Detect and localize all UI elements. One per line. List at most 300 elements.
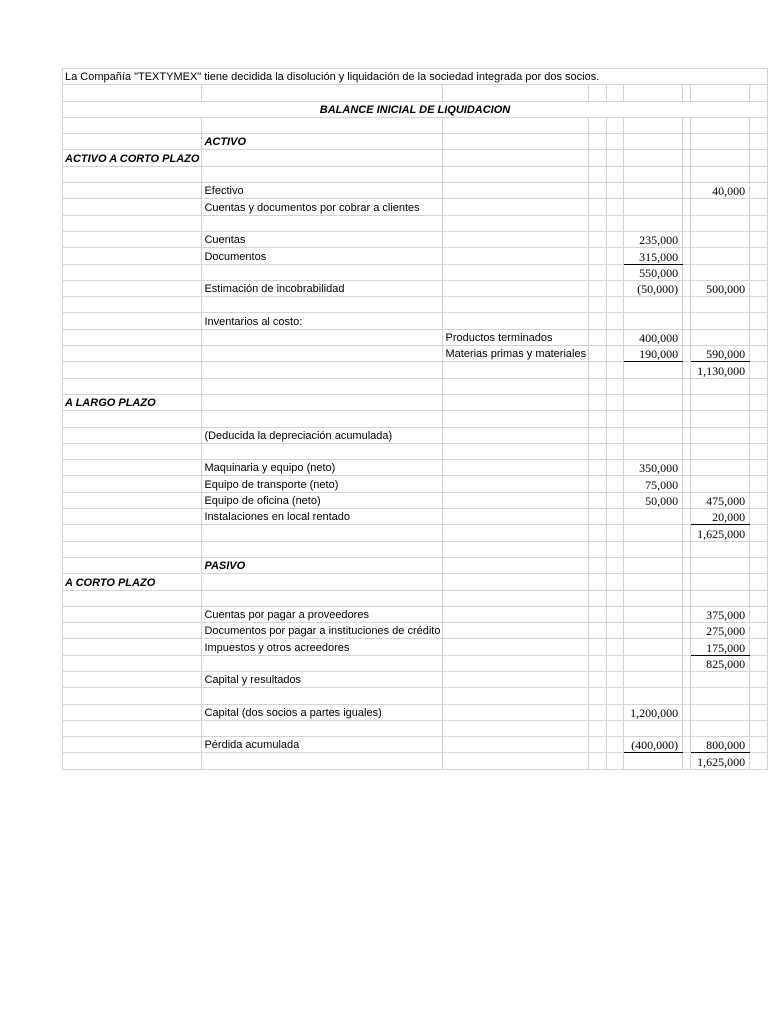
empty-cell — [606, 231, 623, 247]
sheet-row — [63, 362, 768, 378]
empty-cell — [606, 313, 623, 329]
empty-cell — [606, 509, 623, 525]
empty-cell — [683, 557, 691, 573]
sheet-row — [63, 297, 768, 313]
empty-cell — [443, 720, 589, 736]
empty-cell — [63, 525, 202, 541]
empty-cell — [589, 460, 607, 476]
empty-cell — [750, 394, 768, 410]
empty-cell — [63, 476, 202, 492]
sheet-row — [63, 166, 768, 182]
empty-cell — [63, 329, 202, 345]
empty-cell — [63, 443, 202, 459]
empty-cell — [750, 248, 768, 264]
empty-cell — [589, 150, 607, 166]
empty-cell — [606, 753, 623, 769]
empty-cell — [606, 671, 623, 687]
sheet-row — [63, 215, 768, 231]
sheet-row — [63, 704, 768, 720]
sheet-row — [63, 574, 768, 590]
sheet-cell: (Deducida la depreciación acumulada) — [202, 427, 443, 443]
sheet-cell: A CORTO PLAZO — [63, 574, 202, 590]
empty-cell — [606, 574, 623, 590]
empty-cell — [443, 671, 589, 687]
empty-cell — [750, 411, 768, 427]
empty-cell — [683, 134, 691, 150]
empty-cell — [63, 280, 202, 296]
empty-cell — [606, 199, 623, 215]
empty-cell — [683, 248, 691, 264]
empty-cell — [750, 509, 768, 525]
sheet-cell: PASIVO — [202, 557, 443, 573]
empty-cell — [443, 394, 589, 410]
empty-cell — [443, 183, 589, 199]
sheet-row — [63, 394, 768, 410]
empty-cell — [443, 297, 589, 313]
sheet-row — [63, 199, 768, 215]
empty-cell — [750, 639, 768, 655]
empty-cell — [443, 248, 589, 264]
empty-cell — [750, 264, 768, 280]
empty-cell — [589, 378, 607, 394]
empty-cell — [624, 85, 683, 101]
sheet-cell: 1,200,000 — [624, 704, 683, 720]
sheet-cell: Instalaciones en local rentado — [202, 509, 443, 525]
sheet-cell: Cuentas por pagar a proveedores — [202, 606, 443, 622]
sheet-row — [63, 264, 768, 280]
empty-cell — [624, 557, 683, 573]
empty-cell — [589, 427, 607, 443]
empty-cell — [624, 590, 683, 606]
empty-cell — [202, 117, 443, 133]
empty-cell — [63, 297, 202, 313]
empty-cell — [443, 541, 589, 557]
empty-cell — [443, 574, 589, 590]
empty-cell — [63, 737, 202, 753]
sheet-row — [63, 590, 768, 606]
sheet-row — [63, 183, 768, 199]
empty-cell — [750, 297, 768, 313]
empty-cell — [750, 313, 768, 329]
empty-cell — [606, 460, 623, 476]
empty-cell — [589, 720, 607, 736]
empty-cell — [202, 362, 443, 378]
empty-cell — [750, 525, 768, 541]
empty-cell — [606, 704, 623, 720]
sheet-row — [63, 492, 768, 508]
empty-cell — [624, 688, 683, 704]
sheet-cell: 825,000 — [691, 655, 750, 671]
sheet-row — [63, 606, 768, 622]
empty-cell — [606, 411, 623, 427]
sheet-cell: 1,130,000 — [691, 362, 750, 378]
empty-cell — [606, 623, 623, 639]
empty-cell — [443, 476, 589, 492]
sheet-cell: ACTIVO A CORTO PLAZO — [63, 150, 202, 166]
empty-cell — [606, 85, 623, 101]
empty-cell — [691, 134, 750, 150]
empty-cell — [589, 117, 607, 133]
empty-cell — [691, 443, 750, 459]
empty-cell — [443, 117, 589, 133]
empty-cell — [606, 557, 623, 573]
empty-cell — [750, 150, 768, 166]
empty-cell — [589, 541, 607, 557]
sheet-cell: 1,625,000 — [691, 525, 750, 541]
empty-cell — [750, 85, 768, 101]
sheet-cell: 190,000 — [624, 346, 683, 362]
sheet-cell: 800,000 — [691, 737, 750, 753]
empty-cell — [691, 574, 750, 590]
empty-cell — [63, 688, 202, 704]
sheet-row — [63, 117, 768, 133]
empty-cell — [683, 166, 691, 182]
sheet-cell: Materias primas y materiales — [443, 346, 589, 362]
empty-cell — [589, 264, 607, 280]
empty-cell — [606, 655, 623, 671]
empty-cell — [683, 362, 691, 378]
empty-cell — [443, 655, 589, 671]
empty-cell — [683, 394, 691, 410]
empty-cell — [443, 606, 589, 622]
empty-cell — [443, 557, 589, 573]
sheet-cell: Inventarios al costo: — [202, 313, 443, 329]
empty-cell — [202, 329, 443, 345]
empty-cell — [443, 443, 589, 459]
sheet-row — [63, 443, 768, 459]
empty-cell — [691, 476, 750, 492]
sheet-cell: 1,625,000 — [691, 753, 750, 769]
empty-cell — [202, 85, 443, 101]
empty-cell — [63, 231, 202, 247]
spreadsheet-grid — [62, 68, 768, 770]
empty-cell — [683, 460, 691, 476]
empty-cell — [624, 134, 683, 150]
empty-cell — [683, 231, 691, 247]
sheet-cell: Capital (dos socios a partes iguales) — [202, 704, 443, 720]
sheet-cell: Pérdida acumulada — [202, 737, 443, 753]
empty-cell — [63, 264, 202, 280]
sheet-row — [63, 313, 768, 329]
empty-cell — [691, 411, 750, 427]
empty-cell — [606, 688, 623, 704]
sheet-row — [63, 346, 768, 362]
empty-cell — [683, 753, 691, 769]
sheet-cell: 590,000 — [691, 346, 750, 362]
empty-cell — [624, 623, 683, 639]
empty-cell — [683, 639, 691, 655]
empty-cell — [683, 215, 691, 231]
empty-cell — [750, 427, 768, 443]
empty-cell — [63, 509, 202, 525]
empty-cell — [624, 671, 683, 687]
empty-cell — [691, 460, 750, 476]
empty-cell — [63, 313, 202, 329]
sheet-cell: 550,000 — [624, 264, 683, 280]
empty-cell — [750, 492, 768, 508]
empty-cell — [63, 134, 202, 150]
empty-cell — [443, 280, 589, 296]
empty-cell — [691, 199, 750, 215]
empty-cell — [443, 199, 589, 215]
empty-cell — [63, 623, 202, 639]
empty-cell — [443, 313, 589, 329]
empty-cell — [691, 557, 750, 573]
empty-cell — [589, 231, 607, 247]
empty-cell — [443, 623, 589, 639]
empty-cell — [63, 460, 202, 476]
empty-cell — [683, 590, 691, 606]
sheet-cell: Productos terminados — [443, 329, 589, 345]
empty-cell — [624, 525, 683, 541]
empty-cell — [606, 492, 623, 508]
empty-cell — [589, 313, 607, 329]
empty-cell — [63, 378, 202, 394]
empty-cell — [589, 297, 607, 313]
empty-cell — [606, 264, 623, 280]
empty-cell — [691, 378, 750, 394]
empty-cell — [750, 183, 768, 199]
empty-cell — [63, 590, 202, 606]
empty-cell — [606, 378, 623, 394]
empty-cell — [624, 427, 683, 443]
empty-cell — [443, 231, 589, 247]
empty-cell — [683, 509, 691, 525]
empty-cell — [683, 606, 691, 622]
sheet-cell: Equipo de oficina (neto) — [202, 492, 443, 508]
empty-cell — [750, 476, 768, 492]
empty-cell — [624, 117, 683, 133]
sheet-row — [63, 280, 768, 296]
empty-cell — [443, 525, 589, 541]
empty-cell — [624, 362, 683, 378]
sheet-row — [63, 541, 768, 557]
empty-cell — [63, 199, 202, 215]
empty-cell — [750, 541, 768, 557]
empty-cell — [691, 297, 750, 313]
sheet-cell: 315,000 — [624, 248, 683, 264]
sheet-row — [63, 329, 768, 345]
empty-cell — [750, 704, 768, 720]
empty-cell — [63, 557, 202, 573]
empty-cell — [589, 753, 607, 769]
empty-cell — [443, 85, 589, 101]
empty-cell — [443, 737, 589, 753]
sheet-row — [63, 476, 768, 492]
empty-cell — [589, 329, 607, 345]
sheet-row — [63, 378, 768, 394]
empty-cell — [63, 492, 202, 508]
empty-cell — [443, 460, 589, 476]
empty-cell — [443, 215, 589, 231]
empty-cell — [750, 443, 768, 459]
empty-cell — [589, 655, 607, 671]
empty-cell — [63, 248, 202, 264]
empty-cell — [683, 378, 691, 394]
empty-cell — [63, 427, 202, 443]
sheet-cell: 400,000 — [624, 329, 683, 345]
empty-cell — [202, 394, 443, 410]
empty-cell — [683, 476, 691, 492]
sheet-cell: 75,000 — [624, 476, 683, 492]
empty-cell — [683, 427, 691, 443]
empty-cell — [202, 655, 443, 671]
empty-cell — [624, 166, 683, 182]
empty-cell — [63, 85, 202, 101]
empty-cell — [589, 280, 607, 296]
empty-cell — [691, 541, 750, 557]
empty-cell — [691, 394, 750, 410]
empty-cell — [691, 166, 750, 182]
empty-cell — [683, 737, 691, 753]
empty-cell — [624, 199, 683, 215]
empty-cell — [750, 460, 768, 476]
empty-cell — [606, 166, 623, 182]
empty-cell — [691, 264, 750, 280]
empty-cell — [63, 671, 202, 687]
empty-cell — [624, 183, 683, 199]
empty-cell — [589, 476, 607, 492]
empty-cell — [202, 150, 443, 166]
empty-cell — [683, 346, 691, 362]
sheet-row — [63, 101, 768, 117]
empty-cell — [683, 525, 691, 541]
empty-cell — [691, 215, 750, 231]
empty-cell — [63, 753, 202, 769]
empty-cell — [63, 117, 202, 133]
sheet-cell: Estimación de incobrabilidad — [202, 280, 443, 296]
sheet-row — [63, 557, 768, 573]
sheet-row — [63, 69, 768, 85]
empty-cell — [63, 411, 202, 427]
sheet-cell: 475,000 — [691, 492, 750, 508]
empty-cell — [443, 166, 589, 182]
empty-cell — [624, 509, 683, 525]
empty-cell — [683, 443, 691, 459]
empty-cell — [750, 346, 768, 362]
empty-cell — [443, 427, 589, 443]
empty-cell — [589, 606, 607, 622]
empty-cell — [691, 329, 750, 345]
empty-cell — [202, 753, 443, 769]
sheet-cell: Documentos — [202, 248, 443, 264]
empty-cell — [202, 525, 443, 541]
sheet-row — [63, 248, 768, 264]
empty-cell — [589, 85, 607, 101]
empty-cell — [683, 574, 691, 590]
empty-cell — [691, 688, 750, 704]
sheet-row — [63, 231, 768, 247]
empty-cell — [691, 590, 750, 606]
empty-cell — [624, 313, 683, 329]
sheet-cell: 375,000 — [691, 606, 750, 622]
empty-cell — [443, 590, 589, 606]
empty-cell — [63, 215, 202, 231]
empty-cell — [606, 150, 623, 166]
empty-cell — [202, 264, 443, 280]
empty-cell — [624, 655, 683, 671]
empty-cell — [606, 443, 623, 459]
empty-cell — [202, 574, 443, 590]
empty-cell — [624, 443, 683, 459]
empty-cell — [589, 443, 607, 459]
empty-cell — [443, 704, 589, 720]
sheet-cell: Cuentas — [202, 231, 443, 247]
empty-cell — [589, 134, 607, 150]
sheet-cell: Efectivo — [202, 183, 443, 199]
empty-cell — [750, 378, 768, 394]
sheet-row — [63, 150, 768, 166]
empty-cell — [691, 231, 750, 247]
empty-cell — [606, 737, 623, 753]
empty-cell — [683, 183, 691, 199]
empty-cell — [63, 346, 202, 362]
empty-cell — [202, 215, 443, 231]
empty-cell — [63, 606, 202, 622]
empty-cell — [683, 655, 691, 671]
sheet-cell: Impuestos y otros acreedores — [202, 639, 443, 655]
empty-cell — [443, 688, 589, 704]
empty-cell — [589, 574, 607, 590]
empty-cell — [683, 117, 691, 133]
empty-cell — [691, 85, 750, 101]
empty-cell — [589, 248, 607, 264]
empty-cell — [63, 655, 202, 671]
empty-cell — [683, 671, 691, 687]
empty-cell — [589, 557, 607, 573]
empty-cell — [750, 753, 768, 769]
sheet-cell: 20,000 — [691, 509, 750, 525]
empty-cell — [624, 411, 683, 427]
empty-cell — [691, 248, 750, 264]
sheet-cell: (400,000) — [624, 737, 683, 753]
sheet-row — [63, 720, 768, 736]
empty-cell — [443, 411, 589, 427]
sheet-row — [63, 460, 768, 476]
empty-cell — [624, 394, 683, 410]
empty-cell — [589, 394, 607, 410]
empty-cell — [750, 590, 768, 606]
empty-cell — [606, 183, 623, 199]
empty-cell — [589, 688, 607, 704]
empty-cell — [750, 329, 768, 345]
empty-cell — [750, 655, 768, 671]
sheet-row — [63, 639, 768, 655]
empty-cell — [589, 183, 607, 199]
empty-cell — [750, 671, 768, 687]
sheet-row — [63, 525, 768, 541]
empty-cell — [683, 313, 691, 329]
empty-cell — [443, 264, 589, 280]
empty-cell — [202, 297, 443, 313]
empty-cell — [443, 639, 589, 655]
empty-cell — [202, 688, 443, 704]
empty-cell — [750, 231, 768, 247]
empty-cell — [606, 590, 623, 606]
empty-cell — [63, 639, 202, 655]
empty-cell — [202, 346, 443, 362]
empty-cell — [683, 541, 691, 557]
empty-cell — [750, 688, 768, 704]
empty-cell — [683, 150, 691, 166]
empty-cell — [750, 737, 768, 753]
empty-cell — [202, 378, 443, 394]
empty-cell — [750, 623, 768, 639]
sheet-cell: La Compañía "TEXTYMEX" tiene decidida la disolución y liquidación de la sociedad integrada por dos socios. — [63, 69, 768, 85]
empty-cell — [750, 199, 768, 215]
empty-cell — [750, 117, 768, 133]
sheet-cell: 275,000 — [691, 623, 750, 639]
